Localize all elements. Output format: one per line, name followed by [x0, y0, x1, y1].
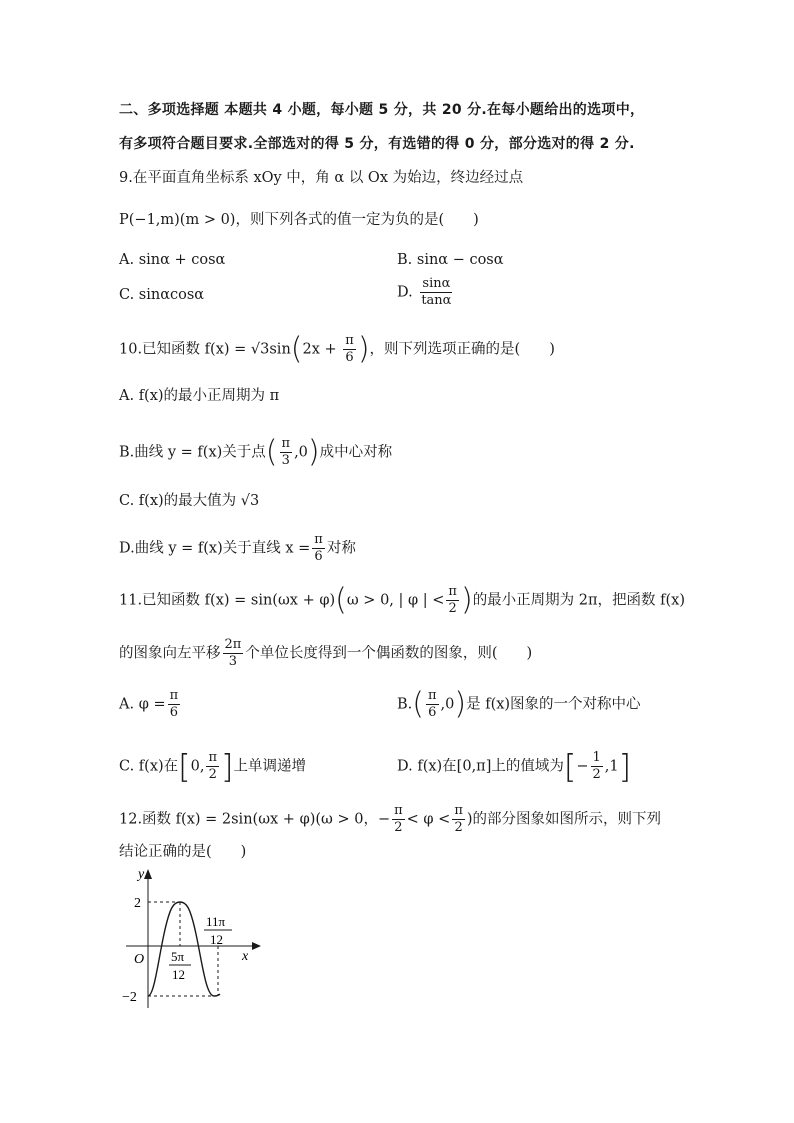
q12-stem-line1: [119, 803, 661, 836]
x1-den: 12: [172, 967, 185, 982]
q11-option-b-label: B.: [397, 696, 413, 713]
q11-shift-num: 2π: [224, 637, 242, 652]
q10-option-d-fraction: [312, 532, 325, 565]
q11-option-b-fraction: [426, 688, 439, 721]
q10-stem-fraction: [343, 333, 356, 366]
q11-option-b: B.( $\frac{\pi}{6}$ ,0)是 f(x)图象的一个对称中心: [397, 686, 641, 722]
q11-cond-den: 2: [448, 601, 457, 616]
q10-stem: 10.已知函数 f(x) = √3sin(2x + $\frac{\pi}{6}$ )，则下列选项正确的是( ): [119, 331, 555, 367]
q9-option-d-denominator: tanα: [421, 293, 452, 308]
q11-cond-num: π: [448, 584, 457, 599]
q11-d-num: 1: [592, 750, 601, 765]
q10-option-c: C. f(x)的最大值为 √3: [119, 493, 260, 509]
q11-option-c-post: 上单调递增: [233, 758, 307, 775]
q11-option-b-post: 是 f(x)图象的一个对称中心: [466, 696, 641, 713]
q10-option-b: B.曲线 y = f(x)关于点( $\frac{\pi}{3}$ ,0)成中心对称: [119, 434, 393, 470]
q11-option-c: C. f(x)在[0, $\frac{\pi}{2}$ ]上单调递增: [119, 747, 307, 786]
q10-option-d: [119, 532, 356, 565]
q11-line2-pre: 的图象向左平移: [119, 645, 221, 662]
q9-option-d-fraction: [419, 276, 453, 309]
y-axis-label: y: [138, 867, 145, 882]
q11-option-d-end: ,1: [604, 758, 619, 775]
q12-lo-den: 2: [394, 820, 403, 835]
q11-stem-line1: 11.已知函数 f(x) = sin(ωx + φ)(ω > 0, | φ | < $\frac{\pi}{2}$ )的最小正周期为 2π，把函数 f(x): [119, 582, 686, 618]
q12-stem-post: )的部分图象如图所示，则下列: [466, 811, 662, 828]
q12-stem-pre: 12.函数 f(x) = 2sin(ωx + φ)(ω > 0，−: [119, 811, 391, 828]
x1-num: 5π: [171, 949, 185, 964]
q10-option-b-post: 成中心对称: [319, 444, 393, 461]
q11-option-d-mid: −: [576, 758, 589, 775]
q12-hi-fraction: [452, 803, 465, 836]
q11-option-a-pre: A. φ =: [119, 696, 166, 713]
q9-option-d-label: D.: [397, 284, 413, 301]
q11-b-den: 6: [428, 705, 437, 720]
q11-line2-post: 个单位长度得到一个偶函数的图象，则( ): [245, 645, 533, 662]
q11-option-c-pre: C. f(x)在: [119, 758, 179, 775]
sine-graph: [118, 862, 268, 1012]
q11-c-num: π: [208, 750, 218, 765]
q9-option-d: [397, 276, 455, 309]
q11-stem-cond: ω > 0, | φ | <: [346, 592, 445, 609]
q12-mid: < φ <: [406, 811, 451, 828]
q9-option-d-numerator: sinα: [422, 276, 451, 291]
q12-stem-line2: 结论正确的是( ): [119, 844, 247, 860]
q10-option-b-pre: B.曲线 y = f(x)关于点: [119, 444, 266, 461]
q11-a-den: 6: [169, 705, 179, 720]
q10-b-num: π: [281, 436, 291, 451]
q10-b-den: 3: [281, 453, 290, 468]
q11-stem-line2: [119, 637, 532, 670]
q10-option-d-post: 对称: [326, 540, 356, 557]
y-axis-arrow: [144, 869, 152, 879]
q10-option-a: A. f(x)的最小正周期为 π: [119, 388, 280, 404]
q11-option-a-fraction: [168, 688, 181, 721]
q10-option-b-fraction: [280, 436, 293, 469]
q9-option-b: B. sinα − cosα: [397, 252, 504, 268]
section-header-line1: 二、多项选择题 本题共 4 小题，每小题 5 分，共 20 分.在每小题给出的选项中，: [119, 102, 645, 118]
q10-d-num: π: [314, 532, 323, 547]
q11-option-d-pre: D. f(x)在[0,π]上的值域为: [397, 758, 564, 775]
y-max-label: 2: [134, 896, 141, 911]
q11-cond-fraction: [446, 584, 459, 617]
section-header-line2: 有多项符合题目要求.全部选对的得 5 分，有选错的得 0 分，部分选对的得 2 分.: [119, 136, 635, 152]
q10-option-b-mid: ,0: [294, 444, 308, 461]
q11-option-d: D. f(x)在[0,π]上的值域为[− $\frac{1}{2}$ ,1]: [397, 747, 632, 786]
q11-stem-post: 的最小正周期为 2π，把函数 f(x): [472, 592, 686, 609]
x2-num: 11π: [206, 914, 226, 929]
q11-option-d-fraction: [591, 750, 603, 783]
q9-stem-line2: P(−1,m)(m > 0)，则下列各式的值一定为负的是( ): [119, 212, 479, 228]
q10-d-den: 6: [314, 549, 323, 564]
q11-shift-den: 3: [228, 654, 238, 669]
y-min-label: −2: [122, 990, 137, 1005]
x2-den: 12: [210, 932, 223, 947]
q11-option-c-fraction: [206, 750, 219, 783]
q11-option-b-mid: ,0: [440, 696, 455, 713]
origin-label: O: [134, 952, 145, 967]
q12-hi-den: 2: [454, 820, 463, 835]
q12-lo-num: π: [394, 803, 403, 818]
q10-stem-pre: 10.已知函数 f(x) = √3sin: [119, 341, 291, 358]
q11-d-den: 2: [592, 767, 601, 782]
q12-hi-num: π: [454, 803, 463, 818]
q10-stem-inner: 2x +: [302, 341, 337, 358]
x-axis-label: x: [242, 949, 249, 964]
q11-c-den: 2: [208, 767, 217, 782]
q10-option-d-pre: D.曲线 y = f(x)关于直线 x =: [119, 540, 311, 557]
q9-stem-line1: 9.在平面直角坐标系 xOy 中，角 α 以 Ox 为始边，终边经过点: [119, 170, 524, 186]
q11-a-num: π: [169, 688, 179, 703]
q11-b-num: π: [427, 688, 437, 703]
q11-stem-pre: 11.已知函数 f(x) = sin(ωx + φ): [119, 592, 336, 609]
q11-shift-fraction: [223, 637, 244, 670]
q12-lo-fraction: [392, 803, 405, 836]
q11-option-c-mid: 0,: [190, 758, 205, 775]
q9-option-a: A. sinα + cosα: [119, 252, 226, 268]
q9-option-c: C. sinαcosα: [119, 287, 205, 303]
q10-frac-den: 6: [345, 350, 354, 365]
q10-stem-post: ，则下列选项正确的是( ): [369, 341, 555, 358]
q10-frac-num: π: [345, 333, 354, 348]
x-axis-arrow: [252, 942, 261, 950]
q11-option-a: [119, 688, 182, 721]
